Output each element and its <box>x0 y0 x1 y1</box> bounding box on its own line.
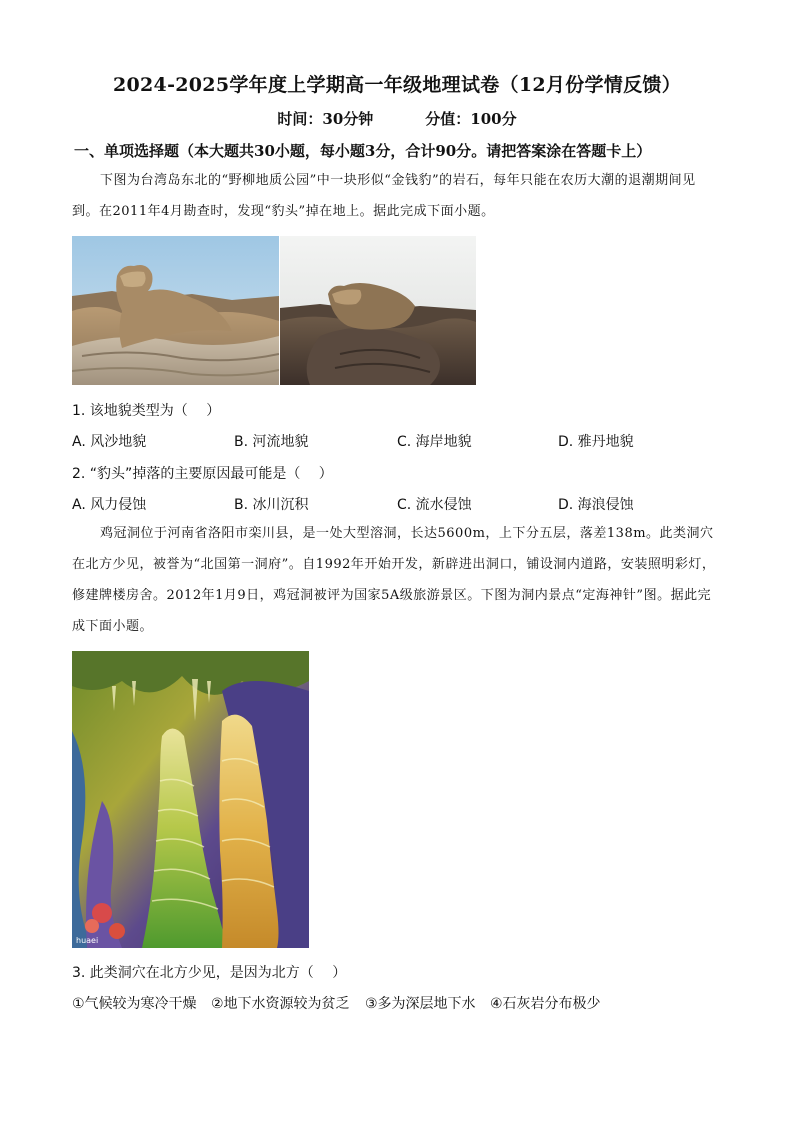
q2-option-a[interactable]: A. 风力侵蚀 <box>72 497 147 513</box>
cave-watermark: huaei <box>76 936 99 945</box>
q2-option-d[interactable]: D. 海浪侵蚀 <box>558 497 634 513</box>
q2-option-b[interactable]: B. 冰川沉积 <box>234 497 309 513</box>
leopard-rock-photo-1 <box>72 236 279 385</box>
q3-option-3[interactable]: ③多为深层地下水 <box>365 996 476 1012</box>
exam-time: 时间：30分钟 <box>277 110 374 128</box>
q1-option-b[interactable]: B. 河流地貌 <box>234 434 309 450</box>
q1-option-c[interactable]: C. 海岸地貌 <box>397 434 472 450</box>
question-1-stem: 1. 该地貌类型为（ ） <box>72 403 221 419</box>
section-heading: 一、单项选择题（本大题共30小题，每小题3分，合计90分。请把答案涂在答题卡上） <box>74 142 652 160</box>
exam-meta <box>0 108 794 129</box>
passage-2: 鸡冠洞位于河南省洛阳市栾川县，是一处大型溶洞，长达5600m，上下分五层，落差138m。此类洞穴在北方少见，被誉为“北国第一洞府”。自1992年开始开发，新辟进出洞口，铺设洞内道路，安装照明彩灯，修建牌楼房舍。2012年1月9日，鸡冠洞被评为国家5A级旅游景区。下图为洞内景点“定海神针”图。据此完成下面小题。 <box>72 526 716 634</box>
exam-title: 2024-2025学年度上学期高一年级地理试卷（12月份学情反馈） <box>113 74 681 96</box>
exam-score: 分值：100分 <box>425 110 517 128</box>
q3-option-4[interactable]: ④石灰岩分布极少 <box>490 996 601 1012</box>
q3-option-1[interactable]: ①气候较为寒冷干燥 <box>72 996 197 1012</box>
q3-option-2[interactable]: ②地下水资源较为贫乏 <box>211 996 350 1012</box>
passage-1: 下图为台湾岛东北的“野柳地质公园”中一块形似“金钱豹”的岩石，每年只能在农历大潮的退潮期间见到。在2011年4月勘查时，发现“豹头”掉在地上。据此完成下面小题。 <box>72 173 696 219</box>
q1-option-d[interactable]: D. 雅丹地貌 <box>558 434 634 450</box>
q2-option-c[interactable]: C. 流水侵蚀 <box>397 497 472 513</box>
cave-stalagmite-photo <box>72 651 309 948</box>
question-3-stem: 3. 此类洞穴在北方少见，是因为北方（ ） <box>72 965 347 981</box>
q1-option-a[interactable]: A. 风沙地貌 <box>72 434 147 450</box>
leopard-rock-photo-2 <box>280 236 476 385</box>
question-2-stem: 2. “豹头”掉落的主要原因最可能是（ ） <box>72 466 333 482</box>
